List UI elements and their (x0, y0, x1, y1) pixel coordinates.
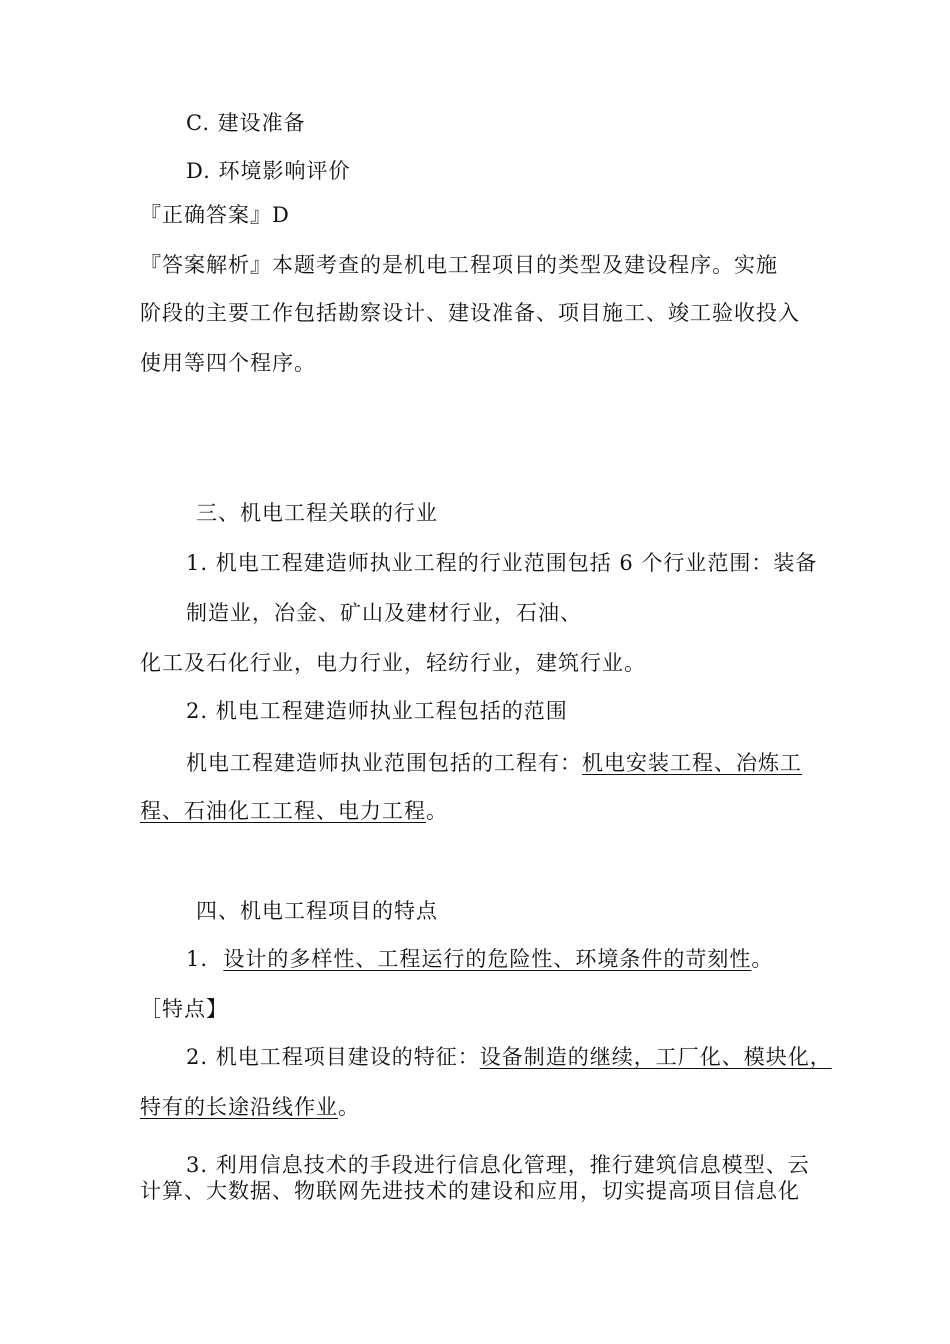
section-4-item-2-line-1 (186, 1044, 832, 1070)
section-4-item-2-line-2 (140, 1094, 360, 1120)
underlined-text: 机电安装工程、冶炼工 (582, 751, 802, 775)
section-3-item-2-line-2 (140, 798, 448, 824)
underlined-text: 设计的多样性、工程运行的危险性、环境条件的苛刻性 (223, 947, 752, 971)
option-c: C. 建设准备 (186, 111, 306, 135)
paragraph-line: 1. 机电工程建造师执业工程的行业范围包括 6 个行业范围：装备 (186, 551, 818, 575)
analysis-line: 使用等四个程序。 (140, 351, 316, 375)
text-prefix: 1. (186, 947, 224, 971)
underlined-text: 设备制造的继续，工厂化、模块化， (479, 1045, 832, 1069)
analysis-line: 『答案解析』本题考查的是机电工程项目的类型及建设程序。实施 (140, 253, 778, 277)
section-3-item-2-title: 2. 机电工程建造师执业工程包括的范围 (186, 699, 568, 723)
paragraph-line: 计算、大数据、物联网先进技术的建设和应用，切实提高项目信息化 (140, 1179, 800, 1203)
section-4-item-1 (186, 946, 773, 972)
paragraph-line: 化工及石化行业，电力行业，轻纺行业，建筑行业。 (140, 651, 646, 675)
text-suffix: 。 (751, 947, 774, 971)
option-d: D. 环境影响评价 (186, 159, 351, 183)
section-3-item-2-line-1 (186, 750, 802, 776)
section-4-heading: 四、机电工程项目的特点 (196, 899, 438, 923)
correct-answer: 『正确答案』D (140, 203, 290, 227)
underlined-text: 程、石油化工工程、电力工程 (140, 799, 426, 823)
section-4-item-1-tag: ［特点】 (140, 997, 228, 1021)
text-suffix: 。 (338, 1095, 360, 1119)
text-prefix: 机电工程建造师执业范围包括的工程有： (186, 751, 582, 775)
underlined-text: 特有的长途沿线作业 (140, 1095, 338, 1119)
paragraph-line: 制造业，冶金、矿山及建材行业，石油、 (186, 601, 582, 625)
analysis-line: 阶段的主要工作包括勘察设计、建设准备、项目施工、竣工验收投入 (140, 301, 800, 325)
text-prefix: 2. 机电工程项目建设的特征： (186, 1045, 480, 1069)
paragraph-line: 3. 利用信息技术的手段进行信息化管理，推行建筑信息模型、云 (186, 1153, 810, 1177)
section-3-heading: 三、机电工程关联的行业 (196, 501, 438, 525)
text-suffix: 。 (426, 799, 448, 823)
